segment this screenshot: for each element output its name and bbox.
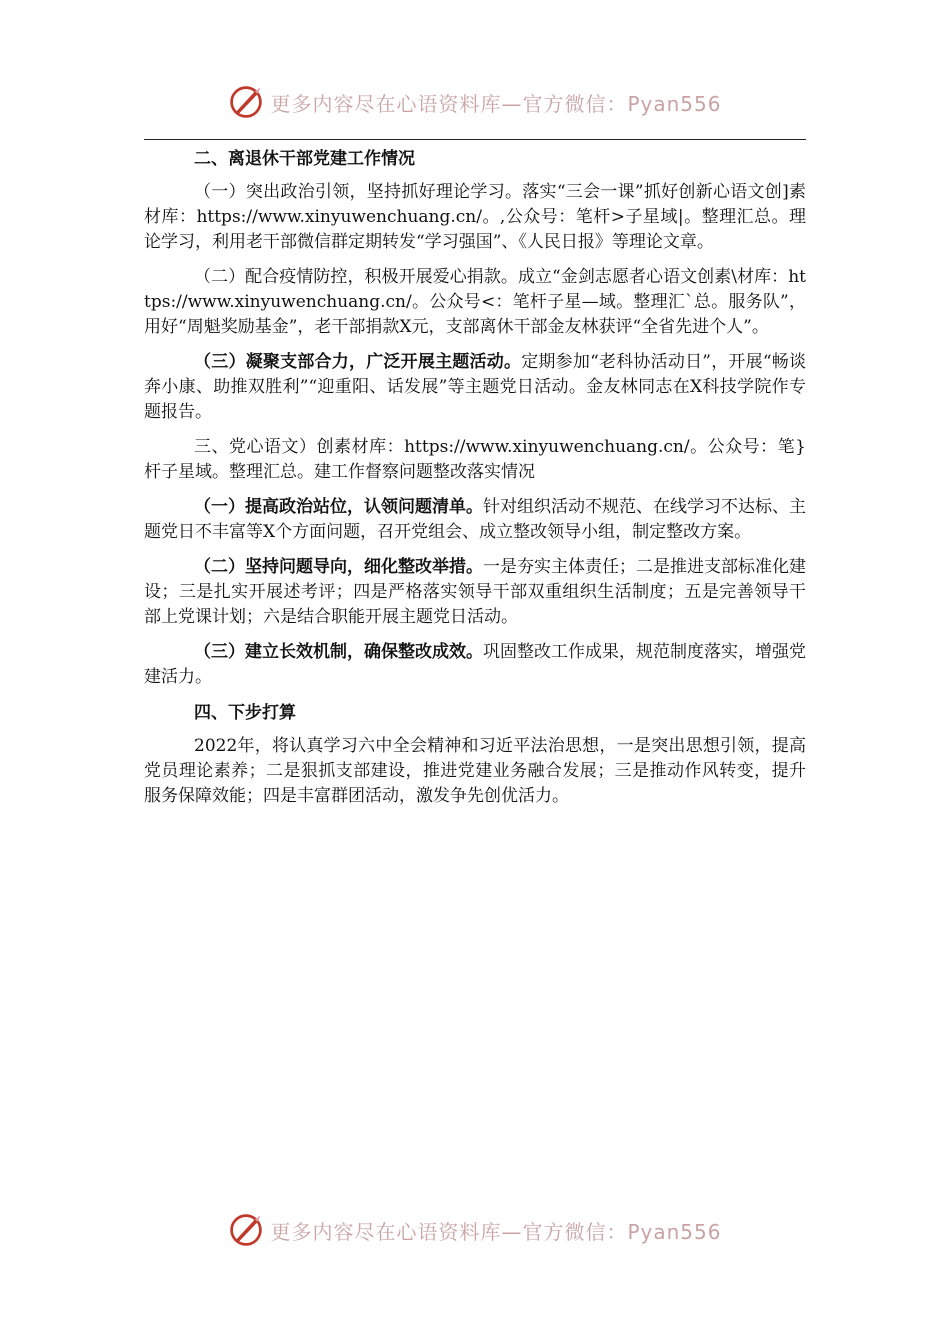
section-2-paragraph-2: （二）配合疫情防控，积极开展爱心捐款。成立“金剑志愿者心语文创素\材库：https://www.xinyuwenchuang.cn/。公众号<：笔杆子星—域。整理汇`总。服务队”，用好“周魁奖励基金”，老干部捐款X元，支部离休干部金友林获评“全省先进个人”。 [144,267,806,337]
section-3-paragraph-1-body: 针对组织活动不规范、在线学习不达标、主题党日不丰富等X个方面问题，召开党组会、成立整改领导小组，制定整改方案。 [144,497,806,542]
section-4-paragraph-1: 2022年，将认真学习六中全会精神和习近平法治思想，一是突出思想引领，提高党员理论素养；二是狠抓支部建设，推进党建业务融合发展；三是推动作风转变，提升服务保障效能；四是丰富群团活动，激发争先创优活力。 [144,736,806,806]
document-body [144,146,806,819]
section-2-paragraph-3 [144,350,806,425]
footer-banner-text: 更多内容尽在心语资料库—官方微信：Pyan556 [270,1219,722,1244]
quill-pen-logo-icon [228,84,264,120]
section-2-heading: 二、离退休干部党建工作情况 [194,149,415,169]
section-3-paragraph-2-body: 一是夯实主体责任；二是推进支部标准化建设；三是扎实开展述考评；四是严格落实领导干部双重组织生活制度；五是完善领导干部上党课计划；六是结合职能开展主题党日活动。 [144,557,806,627]
header-banner-text: 更多内容尽在心语资料库—官方微信：Pyan556 [270,91,722,116]
section-3-paragraph-3-body: 巩固整改工作成果，规范制度落实，增强党建活力。 [144,642,806,687]
header-banner [0,80,950,124]
section-4-heading: 四、下步打算 [194,703,296,723]
footer-banner [0,1208,950,1252]
section-2-paragraph-3-body: 定期参加“老科协活动日”，开展“畅谈奔小康、助推双胜利”“迎重阳、话发展”等主题党日活动。金友林同志在X科技学院作专题报告。 [144,352,807,422]
section-3-paragraph-1 [144,495,806,545]
section-2-paragraph-1: （一）突出政治引领，坚持抓好理论学习。落实“三会一课”抓好创新心语文创]素材库：https://www.xinyuwenchuang.cn/。,公众号：笔杆>子星域|。整理汇总。理论学习，利用老干部微信群定期转发“学习强国”、《人民日报》等理论文章。 [144,182,806,252]
section-3-paragraph-3-lead: （三）建立长效机制，确保整改成效。 [194,642,483,662]
header-divider [144,139,806,140]
quill-pen-logo-icon [228,1212,264,1248]
section-3-paragraph-2 [144,555,806,630]
section-3-paragraph-1-lead: （一）提高政治站位，认领问题清单。 [194,497,483,517]
section-3-heading: 三、党心语文）创素材库：https://www.xinyuwenchuang.cn/。公众号：笔}杆子星域。整理汇总。建工作督察问题整改落实情况 [144,437,806,482]
section-3-paragraph-3 [144,640,806,690]
section-2-paragraph-3-lead: （三）凝聚支部合力，广泛开展主题活动。 [194,352,522,372]
section-3-paragraph-2-lead: （二）坚持问题导向，细化整改举措。 [194,557,483,577]
